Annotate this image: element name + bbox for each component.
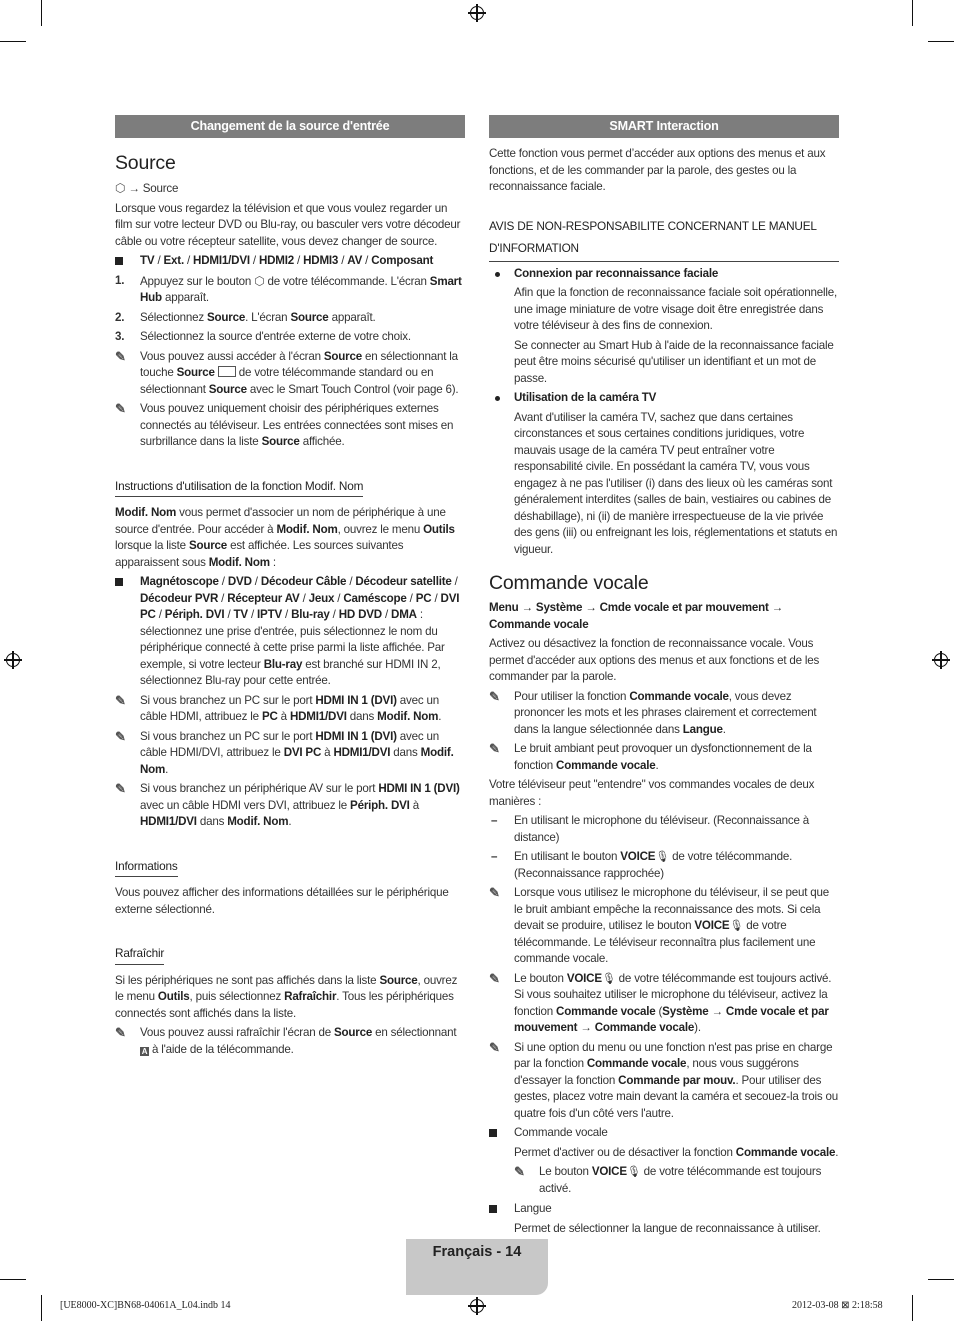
method-item: – En utilisant le microphone du téléviseur. (Reconnaissance à distance): [491, 814, 809, 844]
registration-mark-icon: [4, 651, 22, 669]
note-item: ✎ Le bouton VOICE🎙 de votre télécommande est toujours activé. Si vous souhaitez utiliser le microphone du téléviseur, activez la fonction Commande vocale (Système → Cmde vocale et par mouvement → Commande vocale).: [489, 970, 832, 1034]
registration-mark-icon: [468, 4, 486, 22]
crop-mark: [41, 0, 42, 26]
note-item: ✎ Le bruit ambiant peut provoquer un dysfonctionnement de la fonction Commande vocale.: [489, 741, 812, 772]
note-item: ✎ Si vous branchez un périphérique AV sur le port HDMI IN 1 (DVI) avec un câble HDMI vers DVI, attribuez le Périph. DVI à HDMI1/DVI dans Modif. Nom.: [115, 781, 460, 828]
notes-list: [115, 349, 465, 451]
steps-list: [115, 273, 465, 346]
section-bar-smart-interaction: SMART Interaction: [489, 115, 839, 138]
disclaimer-bullets: [489, 266, 839, 559]
note-pencil-icon: ✎: [115, 1025, 126, 1040]
source-button-icon: [218, 366, 236, 377]
note-item: ✎ Si une option du menu ou une fonction n'est pas prise en charge par la fonction Commande vocale, nous vous suggérons d'essayer la fonction Commande par mouv.. Pour utiliser des gestes, placez votre main devant la caméra et secouez-la trois ou quatre fois d'un côté vers l'autre.: [489, 1039, 839, 1120]
notes-list: [489, 885, 839, 1122]
note-pencil-icon: ✎: [489, 1039, 500, 1055]
note-item: ✎ Lorsque vous utilisez le microphone du téléviseur, il se peut que le bruit ambiant empêche la reconnaissance des mots. Si cela devait se produire, utilisez le bouton VOICE🎙 de votre télécommande. Le téléviseur reconnaîtra plus facilement une commande vocale.: [489, 885, 830, 965]
right-column: [489, 115, 839, 1240]
option-langue: Langue: [489, 1201, 839, 1218]
note-pencil-icon: ✎: [489, 688, 500, 704]
bullet-paragraph: Afin que la fonction de reconnaissance faciale soit opérationnelle, une image miniature de votre visage doit être enregistrée dans votre téléviseur à des fins de connexion.: [514, 286, 838, 332]
print-slug-file: [UE8000-XC]BN68-04061A_L04.indb 14: [60, 1300, 231, 1311]
disclaimer-heading: AVIS DE NON-RESPONSABILITE CONCERNANT LE MANUEL D'INFORMATION: [489, 215, 839, 262]
note-item: ✎ Le bouton VOICE🎙 de votre télécommande est toujours activé.: [514, 1164, 822, 1195]
microphone-icon: 🎙: [729, 920, 744, 932]
step-number: 3.: [115, 330, 125, 343]
step-number: 2.: [115, 310, 125, 324]
crop-mark: [912, 1295, 913, 1321]
note-item: ✎ Si vous branchez un PC sur le port HDMI IN 1 (DVI) avec un câble HDMI, attribuez le PC à HDMI1/DVI dans Modif. Nom.: [115, 692, 442, 723]
crop-mark: [41, 1295, 42, 1321]
note-pencil-icon: ✎: [115, 781, 126, 796]
smart-hub-icon: ⬡: [115, 181, 126, 195]
note-pencil-icon: ✎: [115, 348, 126, 364]
disclaimer-bullet: [489, 266, 839, 283]
crop-mark: [0, 1279, 26, 1280]
left-column: [115, 115, 465, 1061]
round-bullet-icon: [495, 396, 500, 401]
step-item: 3. Sélectionnez la source d'entrée externe de votre choix.: [115, 329, 465, 346]
note-item: ✎ Si vous branchez un PC sur le port HDMI IN 1 (DVI) avec un câble HDMI/DVI, attribuez le DVI PC à HDMI1/DVI dans Modif. Nom.: [115, 728, 454, 776]
smart-hub-icon: ⬡: [254, 273, 265, 288]
dash-bullet-icon: –: [491, 850, 498, 863]
step-number: 1.: [115, 273, 125, 287]
square-bullet-icon: [115, 578, 123, 586]
modif-intro: Modif. Nom vous permet d'associer un nom de périphérique à une source d'entrée. Pour accéder à Modif. Nom, ouvrez le menu Outils lorsque la liste Source est affichée. Les sources suivantes apparaissent sous Modif. Nom :: [115, 506, 455, 569]
round-bullet-icon: [495, 272, 500, 277]
sources-list: TV / Ext. / HDMI1/DVI / HDMI2 / HDMI3 / AV / Composant: [115, 253, 465, 270]
note-pencil-icon: ✎: [489, 741, 500, 756]
crop-mark: [928, 1279, 954, 1280]
crop-mark: [0, 41, 26, 42]
note-pencil-icon: ✎: [514, 1164, 525, 1179]
microphone-icon: 🎙: [601, 972, 616, 985]
menu-path: ⬡ → Source: [115, 181, 179, 195]
devices-list: Magnétoscope / DVD / Décodeur Câble / Décodeur satellite / Décodeur PVR / Récepteur AV / Jeux / Caméscope / PC / DVI PC / Périph. DVI / TV / IPTV / Blu-ray / HD DVD / DMA : sélectionnez une prise d'entrée, puis sélectionnez le nom du périphérique connecté à cette prise parmi la liste affichée. Par exemple, si votre lecteur Blu-ray est branché sur HDMI IN 2, sélectionnez Blu-ray pour cette entrée.: [115, 574, 465, 690]
step-item: 1. Appuyez sur le bouton ⬡ de votre télécommande. L'écran Smart Hub apparaît.: [115, 273, 462, 304]
option-text: Permet de sélectionner la langue de reconnaissance à utiliser.: [514, 1221, 821, 1235]
microphone-icon: 🎙: [626, 1166, 641, 1178]
info-text: Vous pouvez afficher des informations détaillées sur le périphérique externe sélectionné.: [115, 886, 449, 916]
smart-intro: Cette fonction vous permet d’accéder aux options des menus et aux fonctions, et de les commander par la parole, des gestes ou la reconnaissance faciale.: [489, 147, 826, 193]
bullet-title: Connexion par reconnaissance faciale: [514, 266, 719, 280]
notes-list: [489, 689, 839, 775]
page-number: Français - 14: [432, 1244, 522, 1260]
bullet-title: Utilisation de la caméra TV: [514, 391, 657, 404]
refresh-text: Si les périphériques ne sont pas affichés dans la liste Source, ouvrez le menu Outils, puis sélectionnez Rafraîchir. Tous les périphériques connectés sont affichés dans la liste.: [115, 973, 458, 1020]
disclaimer-bullet: [489, 390, 839, 407]
red-a-button-icon: A: [141, 1046, 148, 1056]
menu-path: Menu → Système → Cmde vocale et par mouvement → Commande vocale: [489, 601, 784, 631]
crop-mark: [928, 41, 954, 42]
notes-list: [115, 693, 465, 831]
section-bar-source: Changement de la source d'entrée: [115, 115, 465, 138]
note-pencil-icon: ✎: [115, 401, 126, 416]
note-item: ✎ Vous pouvez aussi rafraîchir l'écran de Source en sélectionnant A à l'aide de la télécommande.: [115, 1025, 457, 1056]
heading-commande-vocale: Commande vocale: [489, 572, 649, 594]
voice-intro: Activez ou désactivez la fonction de reconnaissance vocale. Vous permet d'accéder aux options des menus et aux fonctions et de les commander par la parole.: [489, 637, 820, 683]
registration-mark-icon: [932, 651, 950, 669]
square-bullet-icon: [489, 1205, 497, 1213]
subheading-informations: Informations: [115, 858, 178, 878]
note-pencil-icon: ✎: [489, 970, 500, 986]
square-bullet-icon: [489, 1129, 497, 1137]
step-item: 2. Sélectionnez Source. L'écran Source apparaît.: [115, 310, 465, 327]
note-pencil-icon: ✎: [489, 885, 500, 900]
microphone-icon: 🎙: [655, 851, 670, 863]
bullet-paragraph: Se connecter au Smart Hub à l'aide de la reconnaissance faciale peut être moins sécurisé qu'utiliser un identifiant et un mot de passe.: [514, 338, 834, 385]
voice-methods-intro: Votre téléviseur peut "entendre" vos commandes vocales de deux manières :: [489, 778, 815, 808]
registration-mark-icon: [468, 1297, 486, 1315]
note-pencil-icon: ✎: [115, 692, 126, 708]
dash-bullet-icon: –: [491, 814, 498, 827]
square-bullet-icon: [115, 257, 123, 265]
option-text: Permet d'activer ou de désactiver la fonction Commande vocale.: [514, 1145, 839, 1159]
heading-source: Source: [115, 152, 176, 174]
print-slug-date: 2012-03-08 ⊠ 2:18:58: [792, 1300, 883, 1311]
method-item: – En utilisant le bouton VOICE🎙 de votre télécommande. (Reconnaissance rapprochée): [491, 850, 793, 880]
note-item: ✎ Pour utiliser la fonction Commande vocale, vous devez prononcer les mots et les phrases clairement et correctement dans la langue sélectionnée dans Langue.: [489, 688, 817, 736]
bullet-paragraph: Avant d'utiliser la caméra TV, sachez que dans certaines circonstances et sous certaines conditions juridiques, votre mauvais usage de la caméra TV peut entraîner votre responsabilité civile. En possédant la caméra TV, vous vous engagez à ne pas l'utiliser (i) dans des lieux où les caméras sont généralement interdites (salles de bain, vestiaires ou cabines de déshabillage), ni (ii) de manière irrespectueuse de la vie privée des gens (iii) ou enfreignant les lois, réglementations et statuts en vigueur.: [514, 410, 838, 556]
crop-mark: [912, 0, 913, 26]
intro-paragraph: Lorsque vous regardez la télévision et que vous voulez regarder un film sur votre lecteur DVD ou Blu-ray, ou basculer vers votre décodeur câble ou votre récepteur satellite, vous devez changer de source.: [115, 201, 461, 248]
note-pencil-icon: ✎: [115, 728, 126, 744]
note-item: ✎ Vous pouvez aussi accéder à l'écran Source en sélectionnant la touche Source de votre télécommande standard ou en sélectionnant Source avec le Smart Touch Control (voir page 6).: [115, 348, 459, 396]
methods-list: [489, 813, 839, 882]
option-commande-vocale: Commande vocale: [489, 1125, 839, 1142]
subheading-modif-nom: Instructions d'utilisation de la fonction Modif. Nom: [115, 478, 363, 498]
note-item: ✎ Vous pouvez uniquement choisir des périphériques externes connectés au téléviseur. Les entrées connectées sont mises en surbrillance dans la liste Source affichée.: [115, 401, 454, 448]
subheading-rafraichir: Rafraîchir: [115, 945, 164, 965]
